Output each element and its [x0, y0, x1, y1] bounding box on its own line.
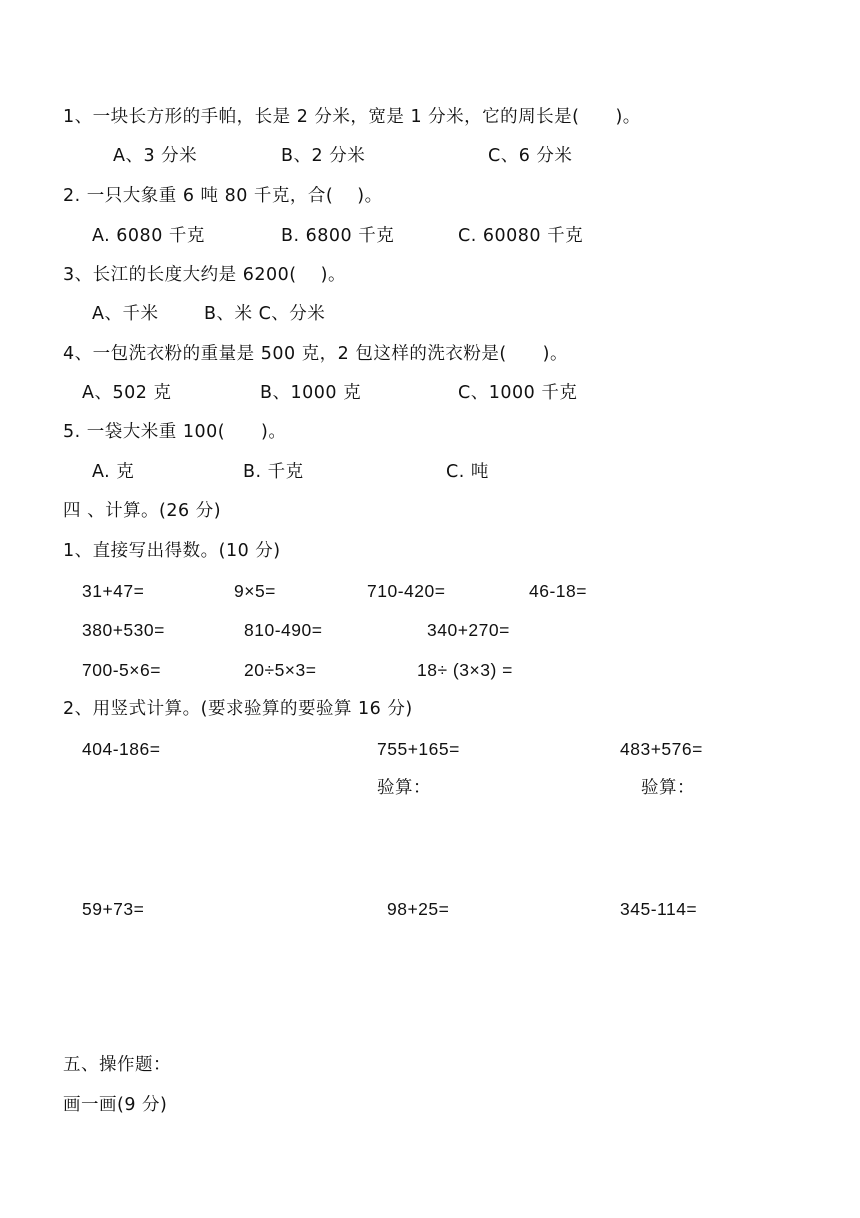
question-1-option-c: C、6 分米 — [488, 146, 573, 166]
oral-calc-item: 20÷5×3= — [244, 660, 317, 680]
section-4-title: 四 、计算。(26 分) — [63, 501, 222, 521]
question-5-option-a: A. 克 — [92, 462, 135, 482]
section-4-part-1-title: 1、直接写出得数。(10 分) — [63, 541, 281, 561]
question-5-option-b: B. 千克 — [243, 462, 304, 482]
section-4-part-2-title: 2、用竖式计算。(要求验算的要验算 16 分) — [63, 699, 413, 719]
question-2-option-a: A. 6080 千克 — [92, 226, 205, 246]
section-5-subtitle: 画一画(9 分) — [63, 1095, 168, 1115]
vertical-calc-item: 59+73= — [82, 899, 145, 919]
oral-calc-item: 46-18= — [529, 581, 587, 601]
vertical-calc-item: 345-114= — [620, 899, 698, 919]
question-3-option-a: A、千米 — [92, 304, 159, 324]
question-5-option-c: C. 吨 — [446, 462, 489, 482]
question-4-option-a: A、502 克 — [82, 383, 172, 403]
question-2-option-c: C. 60080 千克 — [458, 226, 584, 246]
oral-calc-item: 340+270= — [427, 620, 510, 640]
vertical-calc-item: 98+25= — [387, 899, 450, 919]
oral-calc-item: 810-490= — [244, 620, 323, 640]
question-1-option-a: A、3 分米 — [113, 146, 198, 166]
oral-calc-item: 9×5= — [234, 581, 276, 601]
oral-calc-item: 31+47= — [82, 581, 145, 601]
question-2-stem: 2. 一只大象重 6 吨 80 千克，合( )。 — [63, 186, 383, 206]
question-4-stem: 4、一包洗衣粉的重量是 500 克，2 包这样的洗衣粉是( )。 — [63, 344, 569, 364]
oral-calc-item: 18÷ (3×3) = — [417, 660, 513, 680]
question-5-stem: 5. 一袋大米重 100( )。 — [63, 422, 287, 442]
question-1-option-b: B、2 分米 — [281, 146, 366, 166]
vertical-calc-item: 755+165= — [377, 739, 460, 759]
question-3-option-bc: B、米 C、分米 — [204, 304, 326, 324]
oral-calc-item: 710-420= — [367, 581, 446, 601]
question-3-stem: 3、长江的长度大约是 6200( )。 — [63, 265, 346, 285]
section-5-title: 五、操作题： — [63, 1055, 171, 1075]
oral-calc-item: 380+530= — [82, 620, 165, 640]
vertical-calc-item: 483+576= — [620, 739, 703, 759]
question-4-option-c: C、1000 千克 — [458, 383, 578, 403]
check-label: 验算： — [641, 778, 695, 798]
question-2-option-b: B. 6800 千克 — [281, 226, 395, 246]
question-4-option-b: B、1000 克 — [260, 383, 362, 403]
question-1-stem: 1、一块长方形的手帕，长是 2 分米，宽是 1 分米，它的周长是( )。 — [63, 107, 641, 127]
oral-calc-item: 700-5×6= — [82, 660, 161, 680]
check-label: 验算： — [377, 778, 431, 798]
vertical-calc-item: 404-186= — [82, 739, 161, 759]
